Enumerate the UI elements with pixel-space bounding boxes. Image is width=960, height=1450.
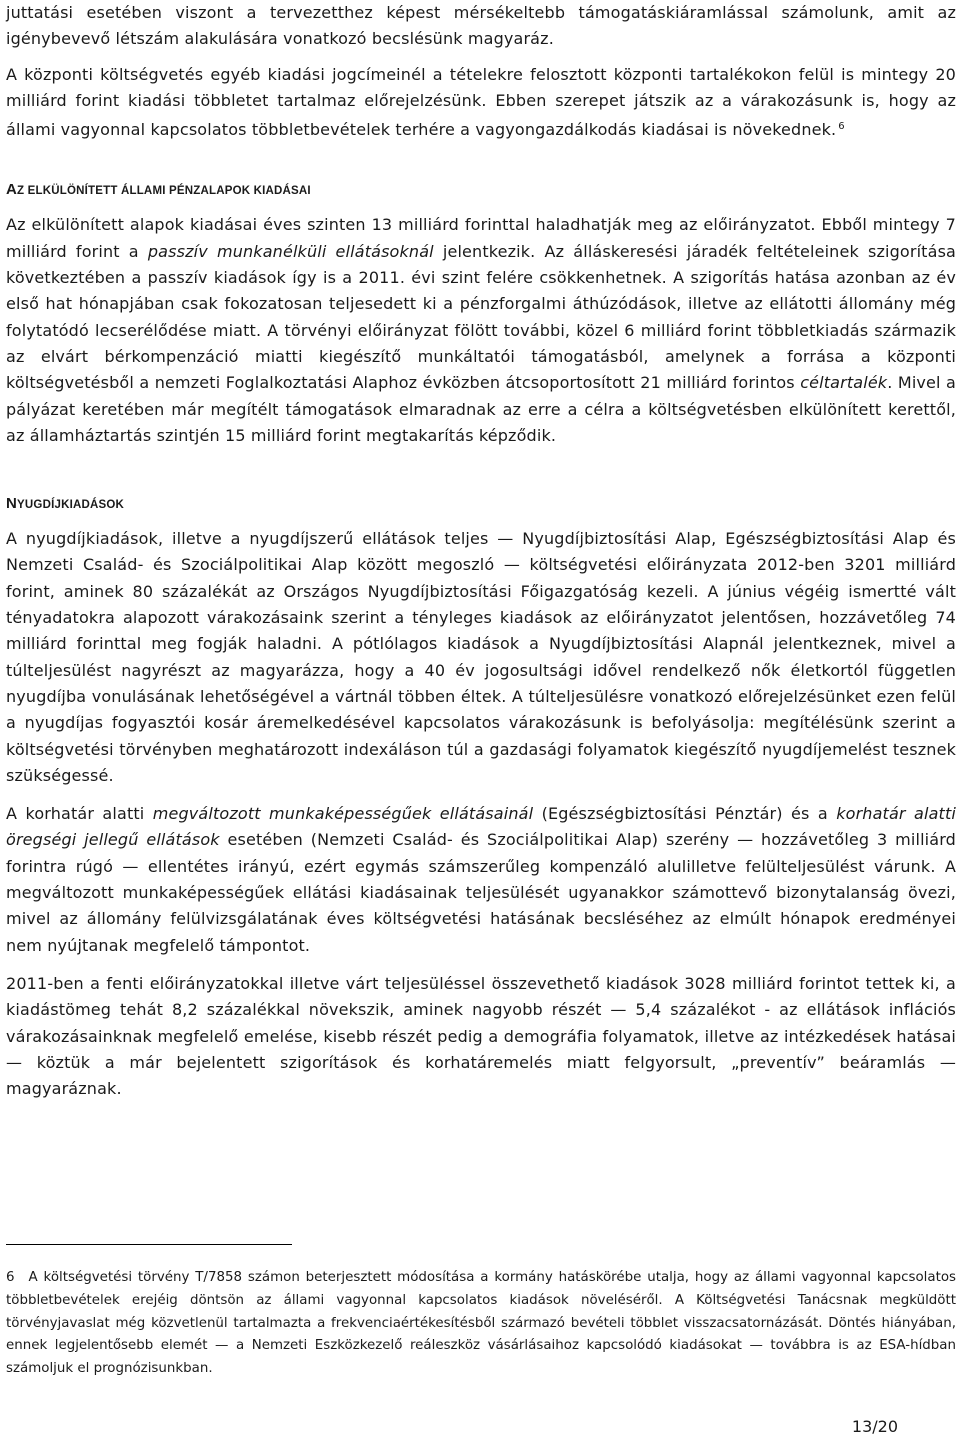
paragraph-intro-continuation: juttatási esetében viszont a tervezetthez képest mérsékeltebb támogatáskiáramlással számolunk, amit az igénybevevő létszám alakulására vonatkozó becslésünk magyaráz. — [6, 3, 956, 49]
paragraph-central-budget-reserves — [6, 62, 956, 144]
paragraph-text: A központi költségvetés egyéb kiadási jogcímeinél a tételekre felosztott központi tartalékokon felül is mintegy 20 milliárd forint kiadási többletet tartalmaz előrejelzésünk. Ebben szerepet játszik az a várakozásunk is, hogy az állami vagyonnal kapcsolatos többletbevételek terhére a vagyongazdálkodás kiadásai is növekednek. — [6, 64, 956, 140]
section-heading-pensions: NYUGDÍJKIADÁSOK — [6, 495, 124, 513]
paragraph-pension-expenditure: A nyugdíjkiadások, illetve a nyugdíjszerű ellátások teljes — Nyugdíjbiztosítási Alap, Egészségbiztosítási Alap és Nemzeti Család- és Szociálpolitikai Alap között megoszló — költségvetési előirányzata 2012-ben 3201 milliárd forint, aminek 80 százalékát az Országos Nyugdíjbiztosítási Főigazgatóság kezeli. A június végéig ismertté vált tényadatokra alapozott várakozásaink szerint a tényleges kiadások az előirányzatot jelentősen, hozzávetőleg 74 milliárd forinttal meg fogják haladni. A pótlólagos kiadások a Nyugdíjbiztosítási Alapnál jelentkeznek, mivel a túlteljesülést nagyrészt az magyarázza, hogy a 40 év jogosultsági idővel rendelkező nők életkortól független nyugdíjba vonulásának lehetőségével a vártnál többen éltek. A túlteljesülésre vonatkozó előrejelzésünket ezen felül a nyugdíjas fogyasztói kosár áremelkedésével kapcsolatos várakozásunk is befolyásolja: megítélésünk szerint a költségvetési törvényben meghatározott indexáláson túl a gazdasági folyamatok kiegészítő nyugdíjemelést tesznek szükségessé. — [6, 529, 956, 785]
footnote-mark: 6 — [6, 1270, 15, 1285]
footnote-text: A költségvetési törvény T/7858 számon beterjesztett módosítása a kormány hatáskörébe utalja, hogy az állami vagyonnal kapcsolatos többletbevételek erejéig döntsön az állami vagyonnal kapcsolatos kiadások növeléséről. A Költségvetési Tanácsnak megküldött törvényjavaslat még közvetlenül tartalmazta a frekvenciaértékesítésből származó bevételi többlet visszacsatornázását. Döntés hiányában, ennek legjelentősebb elemét — a Nemzeti Eszközkezelő reáleszköz vásárlásaihoz kapcsolódó kiadásokat — továbbra is az ESA-hídban számoljuk el prognózisunkban. — [6, 1270, 956, 1377]
footnote-reference[interactable]: 6 — [838, 121, 845, 133]
paragraph-2011-comparison: 2011-ben a fenti előirányzatokkal illetve várt teljesüléssel összevethető kiadások 3028 milliárd forintot tettek ki, a kiadástömeg tehát 8,2 százalékkal növekszik, aminek nagyobb részét — 5,4 százalékot - az ellátások inflációs várakozásainknak megfelelő emelése, kisebb részét pedig a demográfia folyamatok, illetve az intézkedések hatásai — köztük a már bejelentett szigorítások és korhatáremelés miatt felgyorsult, „preventív” beáramlás — magyaráznak. — [6, 973, 956, 1099]
paragraph-separate-funds: Az elkülönített alapok kiadásai éves szinten 13 milliárd forinttal haladhatják meg az előirányzatot. Ebből mintegy 7 milliárd forint a passzív munkanélküli ellátásoknál jelentkezik. Az álláskeresési járadék feltételeinek szigorítása következtében a passzív kiadások így is a 2011. évi szint felére csökkenhetnek. A szigorítás hatása azonban az év első hat hónapjában csak fokozatosan teljesedett ki a pénzforgalmi áthúzódások, illetve az ellátotti állomány még folytatódó lecserélődése miatt. A törvényi előirányzat fölött további, közel 6 milliárd forint többletkiadás származik az elvárt bérkompenzáció miatti kiegészítő munkáltatói támogatásból, amelynek a forrása a központi költségvetésből a nemzeti Foglalkoztatási Alaphoz évközben átcsoportosított 21 milliárd forintos céltartalék. Mivel a pályázat keretében már megítélt támogatások elmaradnak az erre a célra a költségvetésben elkülönített kerettől, az államháztartás szintjén 15 milliárd forint megtakarítás képződik. — [6, 215, 957, 445]
section-heading-separate-funds: AZ ELKÜLÖNÍTETT ÁLLAMI PÉNZALAPOK KIADÁSAI — [6, 181, 311, 199]
document-page — [6, 0, 956, 1102]
paragraph-disability-benefits: A korhatár alatti megváltozott munkaképességűek ellátásainál (Egészségbiztosítási Pénztár) és a korhatár alatti öregségi jellegű ellátások esetében (Nemzeti Család- és Szociálpolitikai Alap) szerény — hozzávetőleg 3 milliárd forintra rúgó — ellentétes irányú, ezért egymás számszerűleg kompenzáló alulilletve felülteljesülést várunk. A megváltozott munkaképességűek ellátási kiadásainak teljesülését ugyanakkor számottevő bizonytalanság övezi, mivel az állomány felülvizsgálatának éves költségvetési hatásának becsléséhez az elmúlt hónapok eredményei nem nyújtanak megfelelő támpontot. — [6, 804, 956, 955]
page-number: 13/20 — [851, 1417, 898, 1436]
footnote — [6, 1267, 956, 1381]
footnote-divider — [6, 1244, 292, 1245]
